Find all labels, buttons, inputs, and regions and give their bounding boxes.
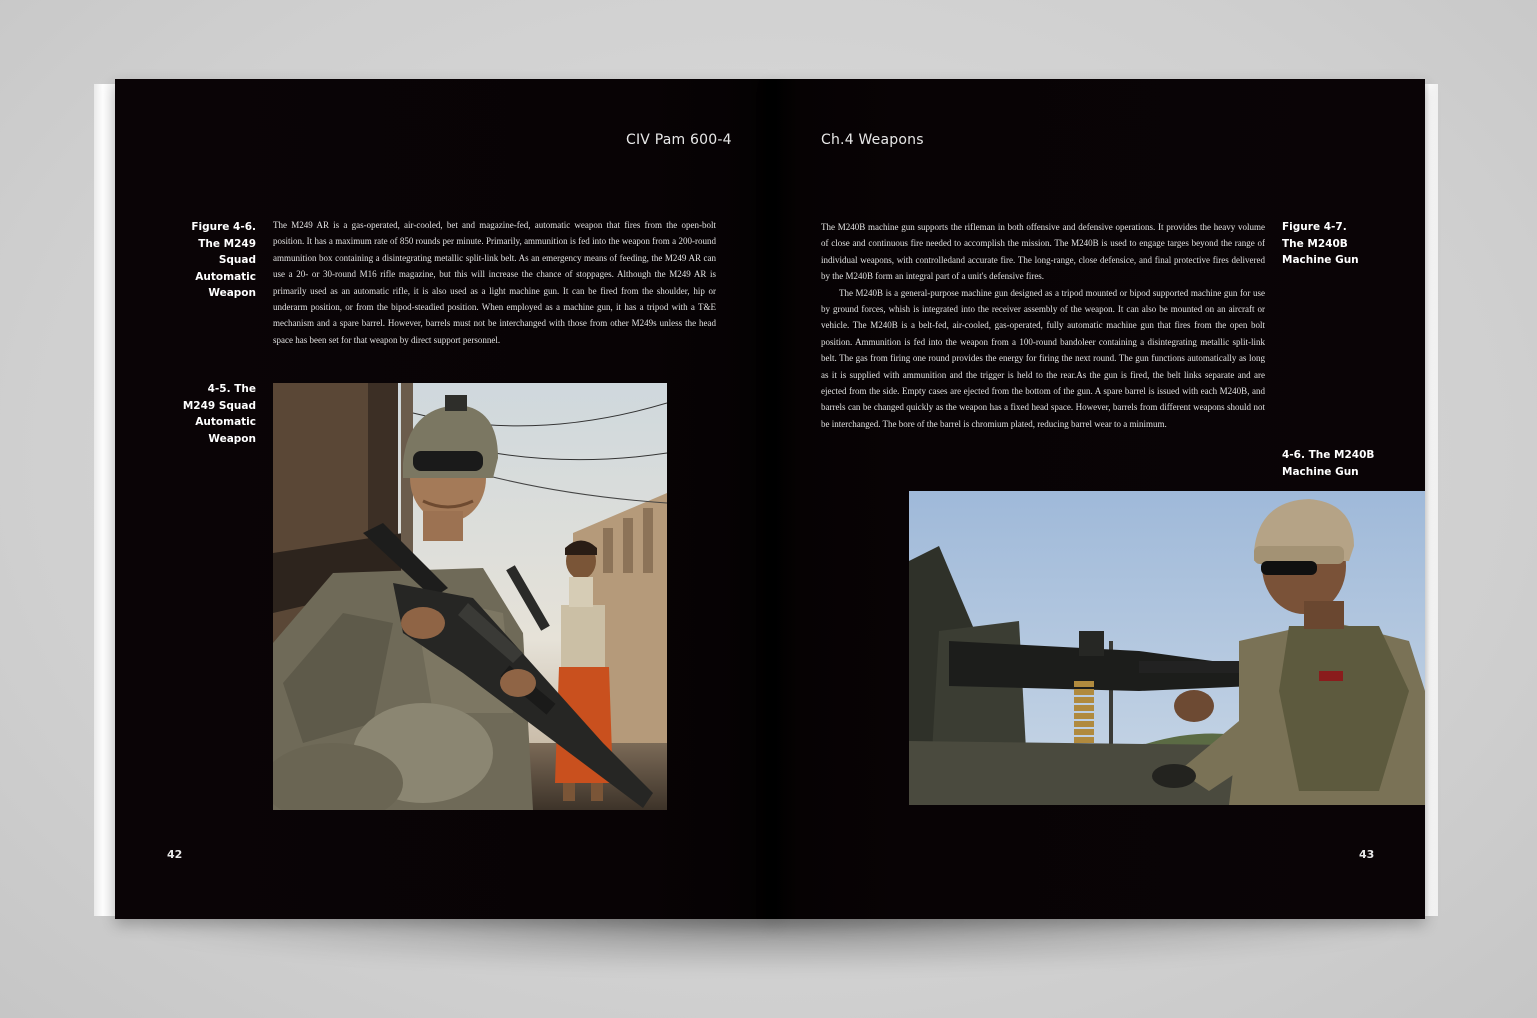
caption-line: Squad [218, 254, 256, 266]
left-page [115, 79, 775, 919]
caption-line: 4-5. The [207, 383, 256, 395]
right-page-edge [1424, 84, 1438, 916]
caption-line: Figure 4-6. [191, 221, 256, 233]
m240b-body-text [821, 219, 1265, 432]
book-gutter [762, 79, 784, 919]
right-running-head: Ch.4 Weapons [821, 132, 924, 148]
caption-line: Automatic [195, 270, 256, 283]
m249-soldier-photo [273, 383, 667, 810]
caption-line: The M249 [198, 237, 256, 250]
caption-line: M249 Squad [182, 399, 256, 412]
left-running-head: CIV Pam 600-4 [626, 132, 732, 148]
caption-line: Machine Gun [1282, 465, 1359, 478]
figure-caption-4-6 [175, 219, 256, 302]
m240b-gunner-photo [909, 491, 1425, 805]
left-page-number: 42 [167, 848, 183, 861]
caption-line: The M240B [1282, 237, 1348, 250]
right-page-number: 43 [1359, 848, 1375, 861]
caption-line: Machine Gun [1282, 254, 1359, 266]
left-page-edge [94, 84, 116, 916]
m249-photo-illustration [273, 383, 667, 810]
m249-body-text [273, 217, 716, 348]
caption-line: Figure 4-7. [1282, 221, 1347, 233]
figure-caption-4-7 [1282, 219, 1392, 269]
m240b-photo-illustration [909, 491, 1425, 805]
body-paragraph: The M249 AR is a gas-operated, air-cooled, bet and magazine-fed, automatic weapon that fires from the open-bolt position. It has a maximum rate of 850 rounds per minute. Primarily, ammunition is fed into the weapon from a 200-round ammunition box containing a disintegrating metallic split-link belt. As an emergency means of feeding, the M249 AR can use a 20- or 30-round M16 rifle magazine, but this will increase the chance of stoppages. Although the M249 AR is primarily used as an automatic rifle, it is also used as a light machine gun. It can be fired from the shoulder, hip or underarm position, or from the bipod-steadied position. When employed as a machine gun, it has a tripod with a T&E mechanism and a spare barrel. However, barrels must not be interchanged with those from other M249s unless the head space has been set for that weapon by direct support personnel. [273, 220, 716, 345]
caption-line: Weapon [208, 287, 256, 299]
right-page [772, 79, 1425, 919]
body-paragraph: The M240B machine gun supports the rifleman in both offensive and defensive operations. It provides the heavy volume of close and continuous fire needed to accomplish the mission. The M240B is used to engage targes beyond the range of individual weapons, with controlledand accurate fire. The long-range, close defensice, and final protective fires delivered by the M240B form an integral part of a unit's defensive fires. [821, 222, 1265, 282]
caption-line: Weapon [208, 432, 256, 445]
caption-line: Automatic [195, 416, 256, 428]
caption-line: 4-6. The M240B [1282, 449, 1375, 461]
photo-caption-4-5 [175, 381, 256, 447]
photo-caption-4-6 [1282, 447, 1402, 480]
body-paragraph: The M240B is a general-purpose machine gun designed as a tripod mounted or bipod supported machine gun for use by ground forces, whish is integrated into the receiver assembly of the weapon. It can also be mounted on an aircraft or vehicle. The M240B is a belt-fed, air-cooled, gas-operated, fully automatic machine gun that fires from the open bolt position. Ammunition is fed into the weapon from a 100-round bandoleer containing a disintegrating metallic split-link belt. The gas from firing one round provides the energy for firing the next round. The gun functions automatically as long as it is supplied with ammunition and the trigger is held to the rear.As the gun is fired, the belt links separate and are ejected from the side. Empty cases are ejected from the bottom of the gun. A spare barrel is issued with each M240B, and barrels can be changed quickly as the weapon has a fixed head space. However, barrels from different weapons should not be interchanged. The bore of the barrel is chromium plated, reducing barrel wear to a minimum. [821, 287, 1265, 429]
